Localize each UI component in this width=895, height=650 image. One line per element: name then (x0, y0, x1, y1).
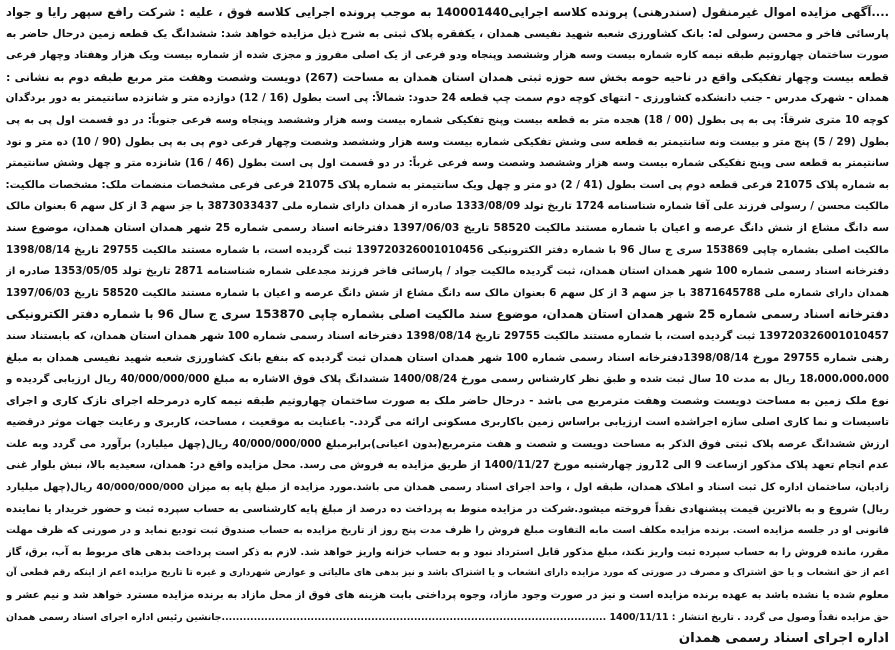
notice-line-6: کوچه 10 متری شرقاً: پی به پی بطول (00 / 18) هجده متر به قطعه بیست وپنج تفکیکی شماره بیست وسه هزار وششصد وپنجاه وسه فرعی جنوباً: در دو قسمت اول پی به پی (6, 114, 889, 126)
notice-line-18: 18،000،000،000 ریال به مدت 10 سال ثبت شده و طبق نظر کارشناس رسمی مورخ 1400/08/24 ششدانگ پلاک فوق الاشاره به مبلغ 40/000/000/000 ریال ارزیابی گردیده و (6, 374, 889, 386)
notice-line-21: ارزش ششدانگ عرصه پلاک ثبتی فوق الذکر به مساحت دویست و شصت و هفت مترمربع(بدون اعیانی)برابرمبلغ 40/000/000/000 ریال(چهل میلیارد) برآورد می گردد وبه علت (6, 438, 889, 450)
notice-line-23: زادیان، ساختمان اداره کل ثبت اسناد و املاک همدان، طبقه اول ، واحد اجرای اسناد رسمی همدان می باشد.مورد مزایده از مبلغ پایه به میزان 40/000/000/000 ریال(چهل میلیارد (6, 482, 889, 494)
notice-line-20: تاسیسات و نما کاری اصلی سازه اجراشده است ارزیابی براساس زمین باکاربری مسکونی ارائه می گردد.- باعنایت به موقعیت ، مساحت، کاربری و رعایت جهات موثر درقضیه (6, 416, 889, 429)
notice-signature: اداره اجرای اسناد رسمی همدان (678, 631, 889, 647)
notice-line-29: حق مزایده نقداً وصول می گردد . تاریخ انتشار : 1400/11/11 ............................................................................................................جانشین رئیس اداره اجرای اسناد رسمی همدان (6, 611, 889, 623)
notice-line-22: عدم انجام تعهد پلاک مذکور ازساعت 9 الی 12روز چهارشنبه مورخ 1400/11/27 از طریق مزایده به فروش می رسد. محل مزایده واقع در: همدان، سعیدیه بالا، نبش بلوار غنی (6, 459, 889, 472)
notice-line-19: نوع ملک زمین به مساحت دویست وشصت وهفت مترمربع می باشد - درحال حاضر ملک به صورت ساختمان چهاروتیم طبقه نیمه کاره درمرحله اجرای نازک کاری و اجرای (6, 394, 889, 407)
notice-line-1: ....آگهی مزایده اموال غیرمنقول (سندرهنی) پرونده کلاسه اجرایی140001440 به موجب پرونده اجرایی کلاسه فوق ، علیه : شرکت رافع سپهر رایا و جواد (6, 5, 889, 19)
notice-line-5: همدان - شهرک مدرس - جنب دانشکده کشاورزی - انتهای کوچه دوم سمت چپ قطعه 24 حدود: شمالاً: پی است بطول (16 / 12) دوازده متر و شانزده سانتیمتر به دور بردگدان (6, 92, 889, 105)
notice-line-13: دفترخانه اسناد رسمی شماره 100 شهر همدان استان همدان، ثبت گردیده مالکیت جواد / پارسائی فاخر فرزند مجدعلی شماره شناسنامه 2871 تاریخ تولد 1353/05/05 صادره از (6, 266, 889, 278)
notice-line-26: مقرر، مانده فروش را به حساب سپرده ثبت واریز نکند، مبلغ مذکور قابل استرداد نبود و به حساب خزانه واریز خواهد شد. لازم به ذکر است پرداخت بدهی های مربوط به آب، برق، گاز (6, 546, 889, 558)
notice-line-8: سانتیمتر به قطعه سی وپنج تفکیکی شماره بیست وسه هزار وششصد وشصت وسه فرعی غرباً: در دو قسمت اول پی است بطول (46 / 16) شانزده متر و چهل وشش سانتیمتر (6, 158, 889, 170)
notice-line-25: قانونی او در جلسه مزایده است. برنده مزایده مکلف است مابه التفاوت مبلغ فروش را ظرف مدت پنج روز از تاریخ مزایده به حساب صندوق ثبت تودیع نماید و در صورتی که ظرف مهلت (6, 525, 889, 537)
notice-line-7: بطول (29 / 5) پنج متر و بیست ونه سانتیمتر به قطعه سی وشش تفکیکی شماره بیست وسه هزار وششصد وشصت وچهار فرعی دوم پی به پی بطول (90 / 10) ده متر و نود (6, 135, 889, 148)
notice-line-28: معلوم شده یا نشده باشد به عهده برنده مزایده است و نیز در صورت وجود مازاد، وجوه پرداختی بابت هزینه های فوق از محل مازاد به برنده مزایده مسترد خواهد شد و نیم عشر و (6, 590, 889, 602)
notice-line-24: ریال) شروع و به بالاترین قیمت پیشنهادی نقداً فروخته میشود.شرکت در مزایده منوط به پرداخت ده درصد از مبلغ پایه کارشناسی به حساب سپرده ثبت و حضور خریدار یا نماینده (6, 503, 889, 515)
notice-line-27: اعم از حق انشعاب و یا حق اشتراک و مصرف در صورتی که مورد مزایده دارای انشعاب و یا اشتراک باشد و نیز بدهی های مالیاتی و عوارض شهرداری و غیره تا تاریخ مزایده اعم از اینکه رقم قطعی آن (6, 568, 889, 579)
notice-line-16: 139720326001010457 ثبت گردیده است، با شماره مستند مالکیت 29755 تاریخ 1398/08/14 دفترخانه اسناد رسمی شماره 100 شهر همدان استان همدان، که بابستناد سند (6, 329, 889, 342)
notice-line-2: پارسائی فاخر و محسن رسولی له: بانک کشاورزی شعبه شهید نفیسی همدان ، یکفقره پلاک ثبتی به شرح ذیل مزایده خواهد شد: ششدانگ یک قطعه زمین درحال حاضر به (6, 27, 889, 40)
notice-line-10: مالکیت محسن / رسولی فرزند علی آقا شماره شناسنامه 1724 تاریخ تولد 1333/08/09 صادره از همدان دارای شماره ملی 3873033437 با جز سهم 3 از کل سهم 6 بعنوان مالک (6, 201, 889, 213)
notice-line-17: رهنی شماره 29755 مورخ 1398/08/14دفترخانه اسناد رسمی شماره 100 شهر همدان استان همدان ثبت گردیده که بنفع بانک کشاورزی شعبه شهید نفیسی همدان به مبلغ (6, 351, 889, 364)
notice-line-12: مالکیت اصلی بشماره چاپی 153869 سری ج سال 96 با شماره دفتر الکترونیکی 139720326001010456 ثبت گردیده است، با شماره مستند مالکیت 29755 تاریخ 1398/08/14 (6, 244, 889, 256)
notice-line-15: دفترخانه اسناد رسمی شماره 25 شهر همدان استان همدان، موضوع سند مالکیت اصلی بشماره چاپی 153870 سری ج سال 96 با شماره دفتر الکترونیکی (6, 307, 889, 322)
notice-line-14: همدان دارای شماره ملی 3871645788 با جز سهم 3 از کل سهم 6 بعنوان مالک سه دانگ مشاع از شش دانگ عرصه و اعیان با شماره مستند مالکیت 58520 تاریخ 1397/06/03 (6, 287, 889, 299)
notice-line-11: سه دانگ مشاع از شش دانگ عرصه و اعیان با شماره مستند مالکیت 58520 تاریخ 1397/06/03 دفترخانه اسناد رسمی شماره 25 شهر همدان استان همدان، موضوع سند (6, 221, 889, 234)
notice-line-4: قطعه بیست وچهار تفکیکی واقع در ناحیه حومه بخش سه حوزه ثبتی همدان استان همدان به مساحت (267) دویست وشصت وهفت متر مربع طبقه دوم به نشانی : (6, 70, 889, 84)
notice-line-3: صورت ساختمان چهاروتیم طبقه نیمه کاره شماره بیست وسه هزار وششصد وپنجاه ودو فرعی از یک اصلی مفروز و مجزی شده از شماره بیست ویک هزار وهفتاد وچهار فرعی (6, 50, 889, 62)
notice-line-9: به شماره پلاک 21075 فرعی قطعه دوم پی است بطول (41 / 2) دو متر و چهل ویک سانتیمتر به شماره پلاک 21075 فرعی فرعی مشخصات منضمات ملک: مشخصات مالکیت: (6, 178, 889, 191)
